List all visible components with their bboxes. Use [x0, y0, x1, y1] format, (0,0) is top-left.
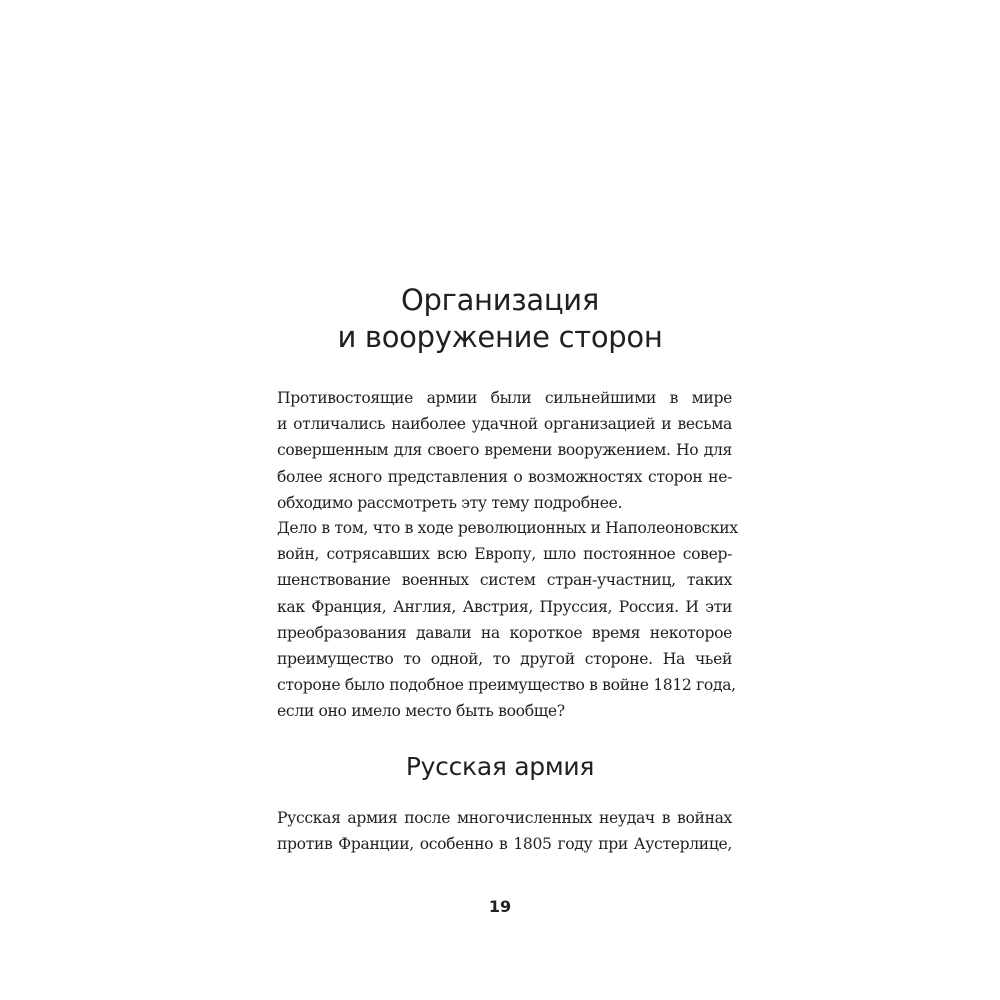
text-line: против Франции, особенно в 1805 году при Аустерлице, — [277, 835, 732, 854]
chapter-heading-line-2: и вооружение сторон — [337, 320, 663, 354]
text-line: и отличались наиболее удачной организацией и весьма — [277, 415, 732, 434]
text-line: как Франция, Англия, Австрия, Пруссия, Россия. И эти — [277, 597, 732, 616]
text-line: шенствование военных систем стран-участниц, таких — [277, 571, 732, 590]
text-line: преимущество то одной, то другой стороне. На чьей — [277, 650, 732, 669]
chapter-heading-line-1: Организация — [401, 283, 599, 317]
text-line: Русская армия после многочисленных неудач в войнах — [277, 809, 732, 827]
text-line: стороне было подобное преимущество в войне 1812 года, — [277, 676, 736, 695]
text-line: обходимо рассмотреть эту тему подробнее. — [277, 493, 623, 512]
text-line: более ясного представления о возможностях сторон не- — [277, 467, 732, 486]
text-line: войн, сотрясавших всю Европу, шло постоянное совер- — [277, 545, 732, 564]
text-line: Противостоящие армии были сильнейшими в мире — [277, 389, 732, 407]
page-number: 19 — [488, 897, 512, 916]
text-line: преобразования давали на короткое время некоторое — [277, 623, 732, 642]
paragraph-2 — [277, 515, 738, 725]
paragraph-3 — [277, 805, 732, 857]
text-line: совершенным для своего времени вооружением. Но для — [277, 441, 732, 460]
paragraph-1 — [277, 385, 732, 516]
section-subheading: Русская армия — [405, 752, 595, 781]
text-line: Дело в том, что в ходе революционных и Наполеоновских — [277, 519, 738, 537]
text-line: если оно имело место быть вообще? — [277, 702, 565, 721]
chapter-heading — [0, 282, 1000, 356]
